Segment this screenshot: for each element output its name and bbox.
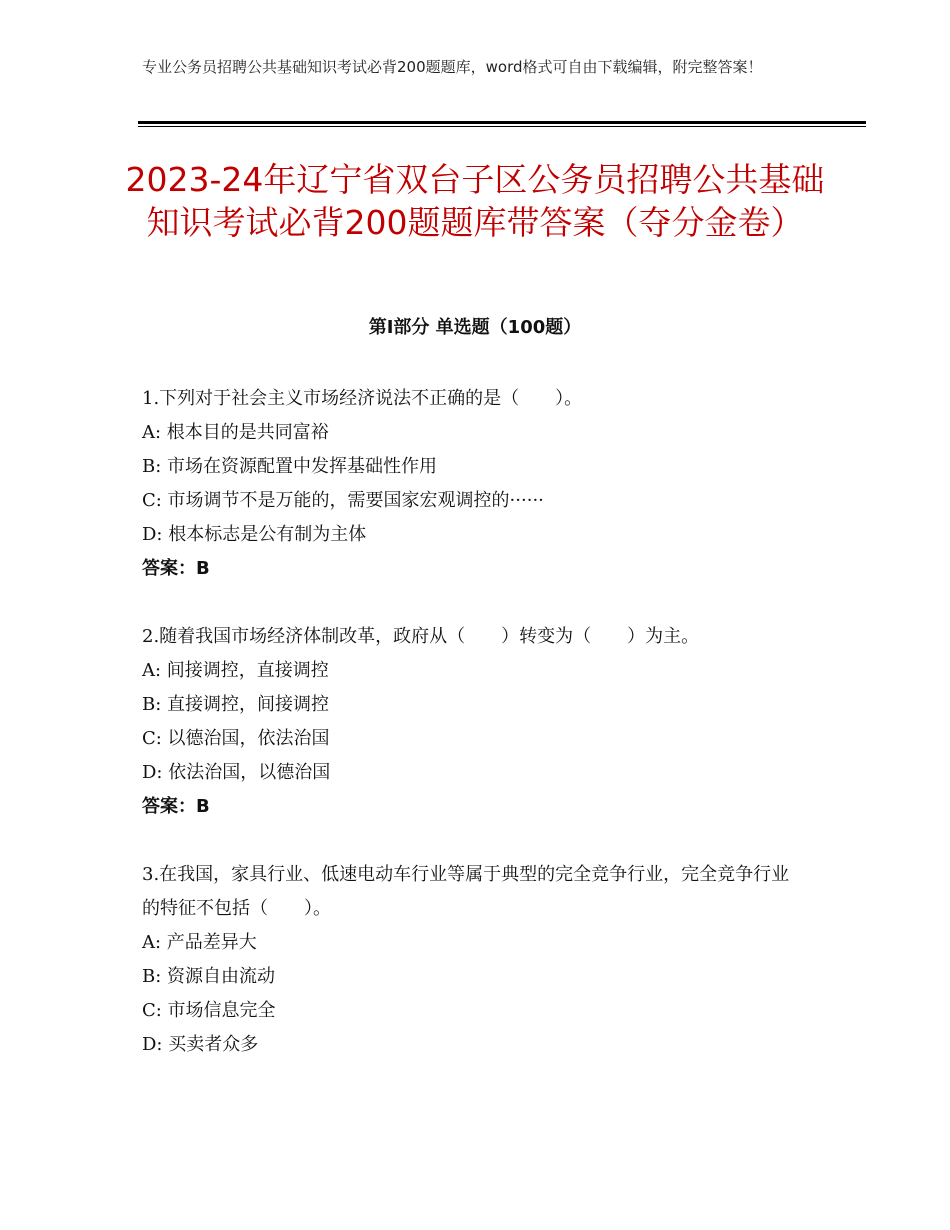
- answer-line: 答案：B: [142, 558, 210, 579]
- option-a: A: 产品差异大: [142, 932, 257, 953]
- question-stem: 3.在我国，家具行业、低速电动车行业等属于典型的完全竞争行业，完全竞争行业的特征不包括（ ）。: [142, 864, 790, 919]
- section-title: 第Ⅰ部分 单选题（100题）: [368, 317, 582, 338]
- question-stem: 1.下列对于社会主义市场经济说法不正确的是（ ）。: [142, 388, 583, 409]
- option-b: B: 直接调控，间接调控: [142, 694, 330, 715]
- question-stem: 2.随着我国市场经济体制改革，政府从（ ）转变为（ ）为主。: [142, 626, 700, 647]
- option-c: C: 以德治国，依法治国: [142, 728, 330, 749]
- option-d: D: 根本标志是公有制为主体: [142, 524, 367, 545]
- question-2: [142, 620, 792, 824]
- option-c: C: 市场调节不是万能的，需要国家宏观调控的······: [142, 490, 544, 511]
- option-c: C: 市场信息完全: [142, 1000, 276, 1021]
- header-divider-thick: [138, 121, 866, 124]
- option-b: B: 资源自由流动: [142, 966, 276, 987]
- header-note: 专业公务员招聘公共基础知识考试必背200题题库，word格式可自由下载编辑，附完整答案！: [142, 58, 763, 76]
- option-d: D: 买卖者众多: [142, 1034, 259, 1055]
- question-list: [142, 382, 792, 1096]
- document-title: 2023-24年辽宁省双台子区公务员招聘公共基础知识考试必背200题题库带答案（夺分金卷）: [125, 160, 825, 242]
- answer-line: 答案：B: [142, 796, 210, 817]
- header-divider-thin: [138, 126, 866, 127]
- option-b: B: 市场在资源配置中发挥基础性作用: [142, 456, 438, 477]
- question-1: [142, 382, 792, 586]
- option-a: A: 间接调控，直接调控: [142, 660, 329, 681]
- option-a: A: 根本目的是共同富裕: [142, 422, 329, 443]
- option-d: D: 依法治国，以德治国: [142, 762, 331, 783]
- question-3: [142, 858, 792, 1062]
